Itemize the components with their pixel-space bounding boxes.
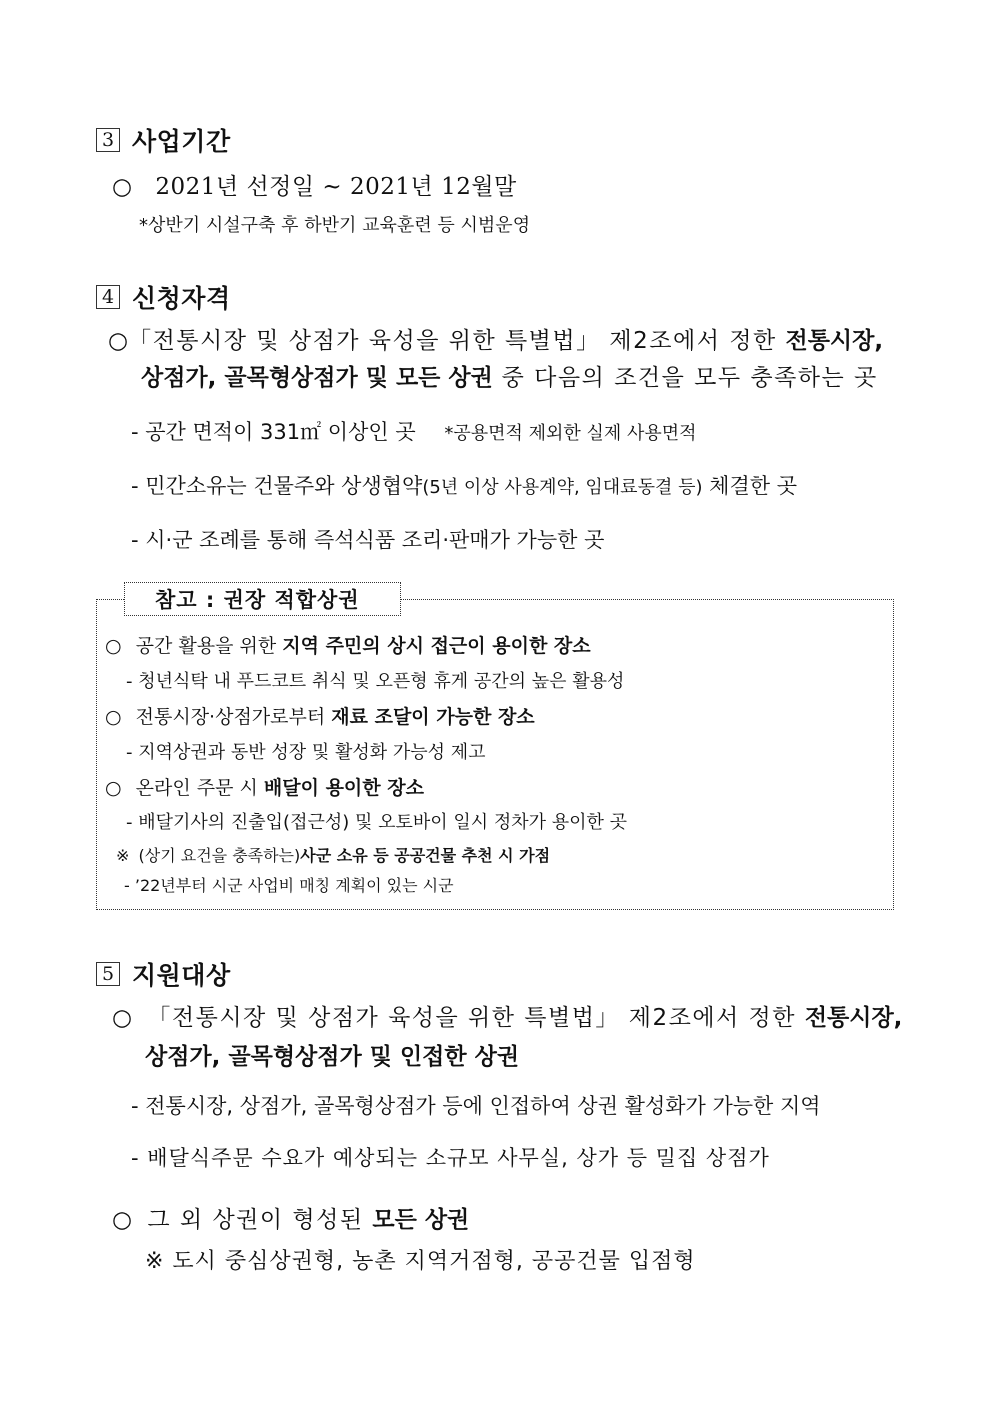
ref-item-2-sub: - 지역상권과 동반 성장 및 활성화 가능성 제고	[126, 742, 486, 763]
ref-item-1-sub: - 청년식탁 내 푸드코트 취식 및 오픈형 휴게 공간의 높은 활용성	[126, 671, 625, 692]
period-line	[112, 168, 517, 201]
ref-item-3-sub: - 배달기사의 진출입(접근성) 및 오토바이 일시 정차가 용이한 곳	[126, 812, 628, 833]
bullet: ○	[108, 328, 129, 354]
ref-item-3: ○ 온라인 주문 시 배달이 용이한 장소	[105, 777, 424, 799]
period-text: 2021년 선정일 ~ 2021년 12월말	[155, 174, 517, 200]
section-title: 사업기간	[132, 127, 231, 156]
ref-note-sub: - ’22년부터 시군 사업비 매칭 계획이 있는 시군	[124, 876, 454, 895]
bullet: ○	[112, 1207, 133, 1233]
section-title: 지원대상	[132, 961, 231, 990]
target-other: ○ 그 외 상권이 형성된 모든 상권	[112, 1207, 470, 1233]
ref-item-1: ○ 공간 활용을 위한 지역 주민의 상시 접근이 용이한 장소	[105, 635, 591, 657]
section-3-heading	[96, 122, 231, 158]
target-sub-1: - 전통시장, 상점가, 골목형상점가 등에 인접하여 상권 활성화가 가능한 지역	[131, 1094, 821, 1118]
reference-box-title: 참고 : 권장 적합상권	[124, 582, 401, 616]
eligibility-line-2: 상점가, 골목형상점가 및 모든 상권 중 다음의 조건을 모두 충족하는 곳	[141, 365, 878, 391]
section-number: 5	[96, 962, 120, 986]
period-note: *상반기 시설구축 후 하반기 교육훈련 등 시범운영	[139, 215, 531, 236]
bullet: ○	[112, 174, 133, 200]
target-line-1: ○ 「전통시장 및 상점가 육성을 위한 특별법」 제2조에서 정한 전통시장,	[112, 1005, 903, 1031]
section-5-heading	[96, 956, 231, 992]
condition-ordinance: - 시·군 조례를 통해 즉석식품 조리·판매가 가능한 곳	[131, 528, 605, 552]
condition-contract: - 민간소유는 건물주와 상생협약(5년 이상 사용계약, 임대료동결 등) 체결한 곳	[131, 474, 797, 498]
ref-note: ※ (상기 요건을 충족하는)사군 소유 등 공공건물 추천 시 가점	[116, 846, 551, 865]
section-number: 4	[96, 285, 120, 309]
section-title: 신청자격	[132, 284, 231, 313]
condition-area: - 공간 면적이 331㎡ 이상인 곳 *공용면적 제외한 실제 사용면적	[131, 420, 697, 444]
target-line-2: 상점가, 골목형상점가 및 인접한 상권	[145, 1044, 520, 1070]
section-4-heading	[96, 279, 231, 315]
section-number: 3	[96, 128, 120, 152]
bullet: ○	[112, 1005, 133, 1031]
target-sub-2: - 배달식주문 수요가 예상되는 소규모 사무실, 상가 등 밀집 상점가	[131, 1146, 770, 1170]
eligibility-line-1: ○「전통시장 및 상점가 육성을 위한 특별법」 제2조에서 정한 전통시장,	[108, 328, 884, 354]
ref-item-2: ○ 전통시장·상점가로부터 재료 조달이 가능한 장소	[105, 706, 535, 728]
target-note: ※ 도시 중심상권형, 농촌 지역거점형, 공공건물 입점형	[145, 1249, 696, 1274]
